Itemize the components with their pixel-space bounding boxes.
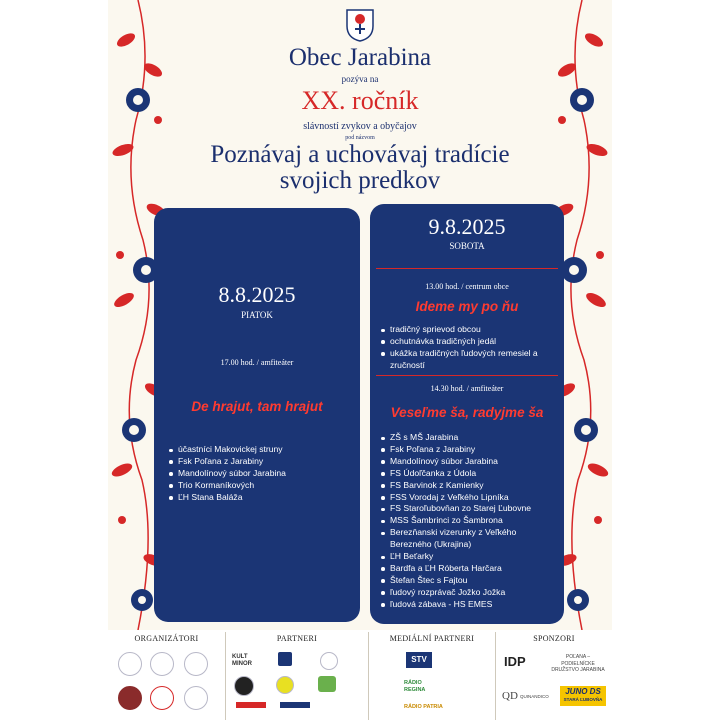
motto-line-1: Poznávaj a uchovávaj tradície bbox=[210, 141, 510, 168]
day2-block1-time-place: 13.00 hod. / centrum obce bbox=[425, 282, 509, 291]
footer bbox=[108, 630, 612, 720]
day2-weekday: SOBOTA bbox=[449, 241, 485, 251]
day2-block1-program-title: Ideme my po ňu bbox=[415, 299, 519, 314]
polana-line: PODIELNÍCKE bbox=[561, 660, 595, 667]
day2-block2-time-place: 14.30 hod. / amfiteáter bbox=[430, 384, 504, 393]
footer-divider bbox=[225, 632, 226, 720]
list-item: FS Staroľubovňan zo Starej Ľubovne bbox=[380, 503, 558, 515]
partner-logo-icon bbox=[280, 702, 310, 708]
sponsors-heading: SPONZORI bbox=[533, 634, 575, 643]
day2-block2-program-title: Veseľme ša, radyjme ša bbox=[390, 405, 544, 420]
radio-regina-logo: RÁDIO REGINA bbox=[404, 680, 426, 693]
partner-logo-icon bbox=[318, 676, 336, 692]
list-item: ĽH Stana Baláža bbox=[168, 492, 354, 504]
list-item: ochutnávka tradičných jedál bbox=[380, 336, 558, 348]
list-item: ľudová zábava - HS EMES bbox=[380, 599, 558, 611]
list-item: účastníci Makovickej struny bbox=[168, 444, 354, 456]
list-item: FS Barvinok z Kamienky bbox=[380, 480, 558, 492]
list-item: Fsk Poľana z Jarabiny bbox=[380, 444, 558, 456]
organizers-heading: ORGANIZÁTORI bbox=[134, 634, 199, 643]
day1-program-title: De hrajut, tam hrajut bbox=[191, 399, 323, 414]
motto-line-2: svojich predkov bbox=[279, 167, 441, 194]
polana-sponsor bbox=[548, 654, 608, 674]
footer-divider bbox=[495, 632, 496, 720]
coat-of-arms-icon bbox=[345, 8, 375, 42]
organizer-logo-icon bbox=[150, 652, 174, 676]
list-item: Berezňanski vizerunky z Veľkého Berezného (Ukrajina) bbox=[380, 527, 558, 551]
kult-minor-logo: KULT MINOR bbox=[232, 654, 252, 667]
day2-block1-list bbox=[380, 324, 558, 372]
list-item: Trio Kormaníkových bbox=[168, 480, 354, 492]
polana-line: POĽANA – bbox=[565, 654, 591, 660]
organizer-logo-icon bbox=[118, 686, 142, 710]
organizer-logo-icon bbox=[150, 686, 174, 710]
partner-logo-icon bbox=[276, 676, 294, 694]
radio-patria-logo: RÁDIO PATRIA bbox=[404, 704, 443, 710]
list-item: Štefan Štec s Fajtou bbox=[380, 575, 558, 587]
day2-date: 9.8.2025 bbox=[428, 214, 506, 239]
quinandico-text: QUINANDICO bbox=[520, 694, 549, 699]
idp-logo: IDP bbox=[504, 654, 526, 669]
partner-logo-icon bbox=[278, 652, 292, 666]
footer-divider bbox=[368, 632, 369, 720]
partners-heading: PARTNERI bbox=[276, 634, 318, 643]
invites-text: pozýva na bbox=[341, 74, 379, 84]
list-item: FSS Vorodaj z Veľkého Lipníka bbox=[380, 492, 558, 504]
organizer-logo-icon bbox=[184, 686, 208, 710]
partner-logo-icon bbox=[320, 652, 338, 670]
divider bbox=[376, 375, 558, 376]
list-item: ĽH Beťarky bbox=[380, 551, 558, 563]
list-item: Fsk Poľana z Jarabiny bbox=[168, 456, 354, 468]
day1-date: 8.8.2025 bbox=[218, 282, 296, 307]
juno-ds-logo bbox=[560, 686, 606, 706]
list-item: ukážka tradičných ľudových remesiel a zručností bbox=[380, 348, 558, 372]
divider bbox=[376, 268, 558, 269]
list-item: FS Údoľčanka z Údola bbox=[380, 468, 558, 480]
list-item: tradičný sprievod obcou bbox=[380, 324, 558, 336]
edition-title: XX. ročník bbox=[301, 86, 419, 115]
organizer-logo-icon bbox=[118, 652, 142, 676]
named-text: pod názvom bbox=[345, 135, 375, 141]
list-item: Mandolínový súbor Jarabina bbox=[168, 468, 354, 480]
day2-block2-list bbox=[380, 432, 558, 611]
festival-description: slávností zvykov a obyčajov bbox=[303, 121, 417, 132]
list-item: MSS Šambrinci zo Šambrona bbox=[380, 515, 558, 527]
media-partners-heading: MEDIÁLNÍ PARTNERI bbox=[389, 634, 475, 643]
day1-weekday: PIATOK bbox=[241, 310, 273, 320]
partner-logo-icon bbox=[236, 702, 266, 708]
list-item: ZŠ s MŠ Jarabina bbox=[380, 432, 558, 444]
juno-ds-subtitle: STARÁ ĽUBOVŇA bbox=[563, 697, 603, 702]
village-title: Obec Jarabina bbox=[288, 44, 432, 71]
polana-line: DRUŽSTVO JARABINA bbox=[551, 667, 605, 673]
day1-time-place: 17.00 hod. / amfiteáter bbox=[220, 358, 294, 367]
stv-logo: STV bbox=[406, 652, 432, 668]
juno-ds-title: JUNO DS bbox=[565, 687, 601, 696]
day1-panel bbox=[154, 208, 360, 622]
list-item: Mandolínový súbor Jarabina bbox=[380, 456, 558, 468]
poster bbox=[108, 0, 612, 720]
organizer-logo-icon bbox=[184, 652, 208, 676]
day2-panel bbox=[370, 204, 564, 624]
qd-logo: QD bbox=[502, 690, 518, 702]
list-item: ľudový rozprávač Jožko Jožka bbox=[380, 587, 558, 599]
partner-logo-icon bbox=[234, 676, 254, 696]
day1-performer-list bbox=[168, 444, 354, 504]
list-item: Bardfa a ĽH Róberta Harčara bbox=[380, 563, 558, 575]
